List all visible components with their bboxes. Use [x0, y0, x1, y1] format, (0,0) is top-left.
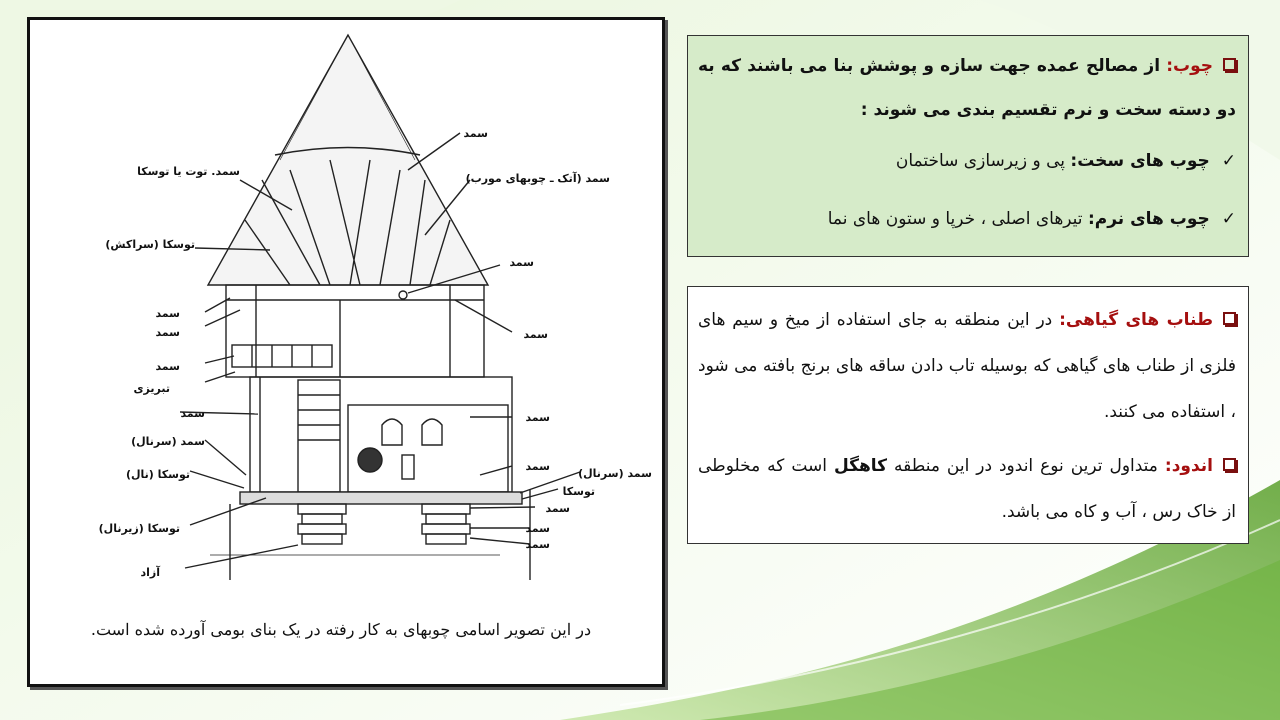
label-samad-toot: سمد. توت یا توسکا	[137, 165, 240, 178]
label-tabrizi: تبریزی	[133, 382, 170, 395]
checkmark-icon: ✓	[1221, 151, 1236, 171]
softwood-text: تیرهای اصلی ، خرپا و ستون های نما	[827, 209, 1088, 229]
square-bullet-icon	[1223, 58, 1236, 71]
wood-paragraph	[698, 44, 1236, 132]
label-samad-left-4: سمد	[180, 407, 205, 420]
label-samad-right-2: سمد	[523, 328, 548, 341]
house-drawing	[30, 20, 662, 684]
label-samad-sarnal-left: سمد (سرنال)	[131, 435, 205, 448]
rope-plaster-info-box	[687, 286, 1249, 544]
square-bullet-icon	[1223, 312, 1236, 325]
label-tooska-right: توسکا	[562, 485, 595, 498]
label-samad-left-2: سمد	[155, 326, 180, 339]
label-samad-right-1: سمد	[509, 256, 534, 269]
softwood-term: چوب های نرم:	[1087, 209, 1210, 229]
label-tooska-sarakesh: توسکا (سراکش)	[105, 238, 195, 251]
softwood-item	[698, 190, 1236, 248]
house-diagram-figure	[27, 17, 665, 687]
label-tooska-zirnal: توسکا (زیرنال)	[98, 522, 180, 535]
label-samad-right-3: سمد	[525, 411, 550, 424]
plant-rope-paragraph	[698, 297, 1236, 435]
label-tooska-nal: توسکا (نال)	[125, 468, 190, 481]
label-azad: آزاد	[140, 566, 160, 579]
plaster-text-a: متداول ترین نوع اندود در این منطقه	[887, 456, 1165, 476]
plant-rope-term: طناب های گیاهی:	[1059, 310, 1214, 330]
label-samad-top: سمد	[463, 127, 488, 140]
wood-term: چوب:	[1166, 56, 1213, 76]
hardwood-item	[698, 132, 1236, 190]
plant-rope-text: در این منطقه به جای استفاده از میخ و سیم های فلزی از طناب های گیاهی که بوسیله تاب دادن ساقه های برنج بافته می شود ، استفاده می کنند.	[698, 310, 1236, 422]
label-samad-right-5: سمد	[545, 502, 570, 515]
label-samad-right-4: سمد	[525, 460, 550, 473]
hardwood-text: پی و زیرسازی ساختمان	[895, 151, 1071, 171]
wood-info-box	[687, 35, 1249, 257]
label-samad-sarnal-right: سمد (سرنال)	[578, 467, 652, 480]
label-samad-left-3: سمد	[155, 360, 180, 373]
hardwood-term: چوب های سخت:	[1070, 151, 1210, 171]
kahgel-word: کاهگل	[833, 456, 888, 476]
plaster-term: اندود:	[1164, 456, 1214, 476]
label-samad-right-7: سمد	[525, 538, 550, 551]
wood-text: از مصالح عمده جهت سازه و پوشش بنا می باشند که به دو دسته سخت و نرم تقسیم بندی می شوند :	[698, 56, 1236, 120]
checkmark-icon: ✓	[1221, 209, 1236, 229]
square-bullet-icon	[1223, 458, 1236, 471]
plaster-text-b: است که مخلوطی از خاک رس ، آب و کاه می باشد.	[698, 456, 1236, 522]
label-samad-right-6: سمد	[525, 522, 550, 535]
label-samad-left-1: سمد	[155, 307, 180, 320]
plaster-paragraph	[698, 443, 1236, 535]
figure-caption: در این تصویر اسامی چوبهای به کار رفته در یک بنای بومی آورده شده است.	[90, 620, 592, 639]
label-samad-atk: سمد (آتک ـ چوبهای مورب)	[465, 172, 610, 185]
